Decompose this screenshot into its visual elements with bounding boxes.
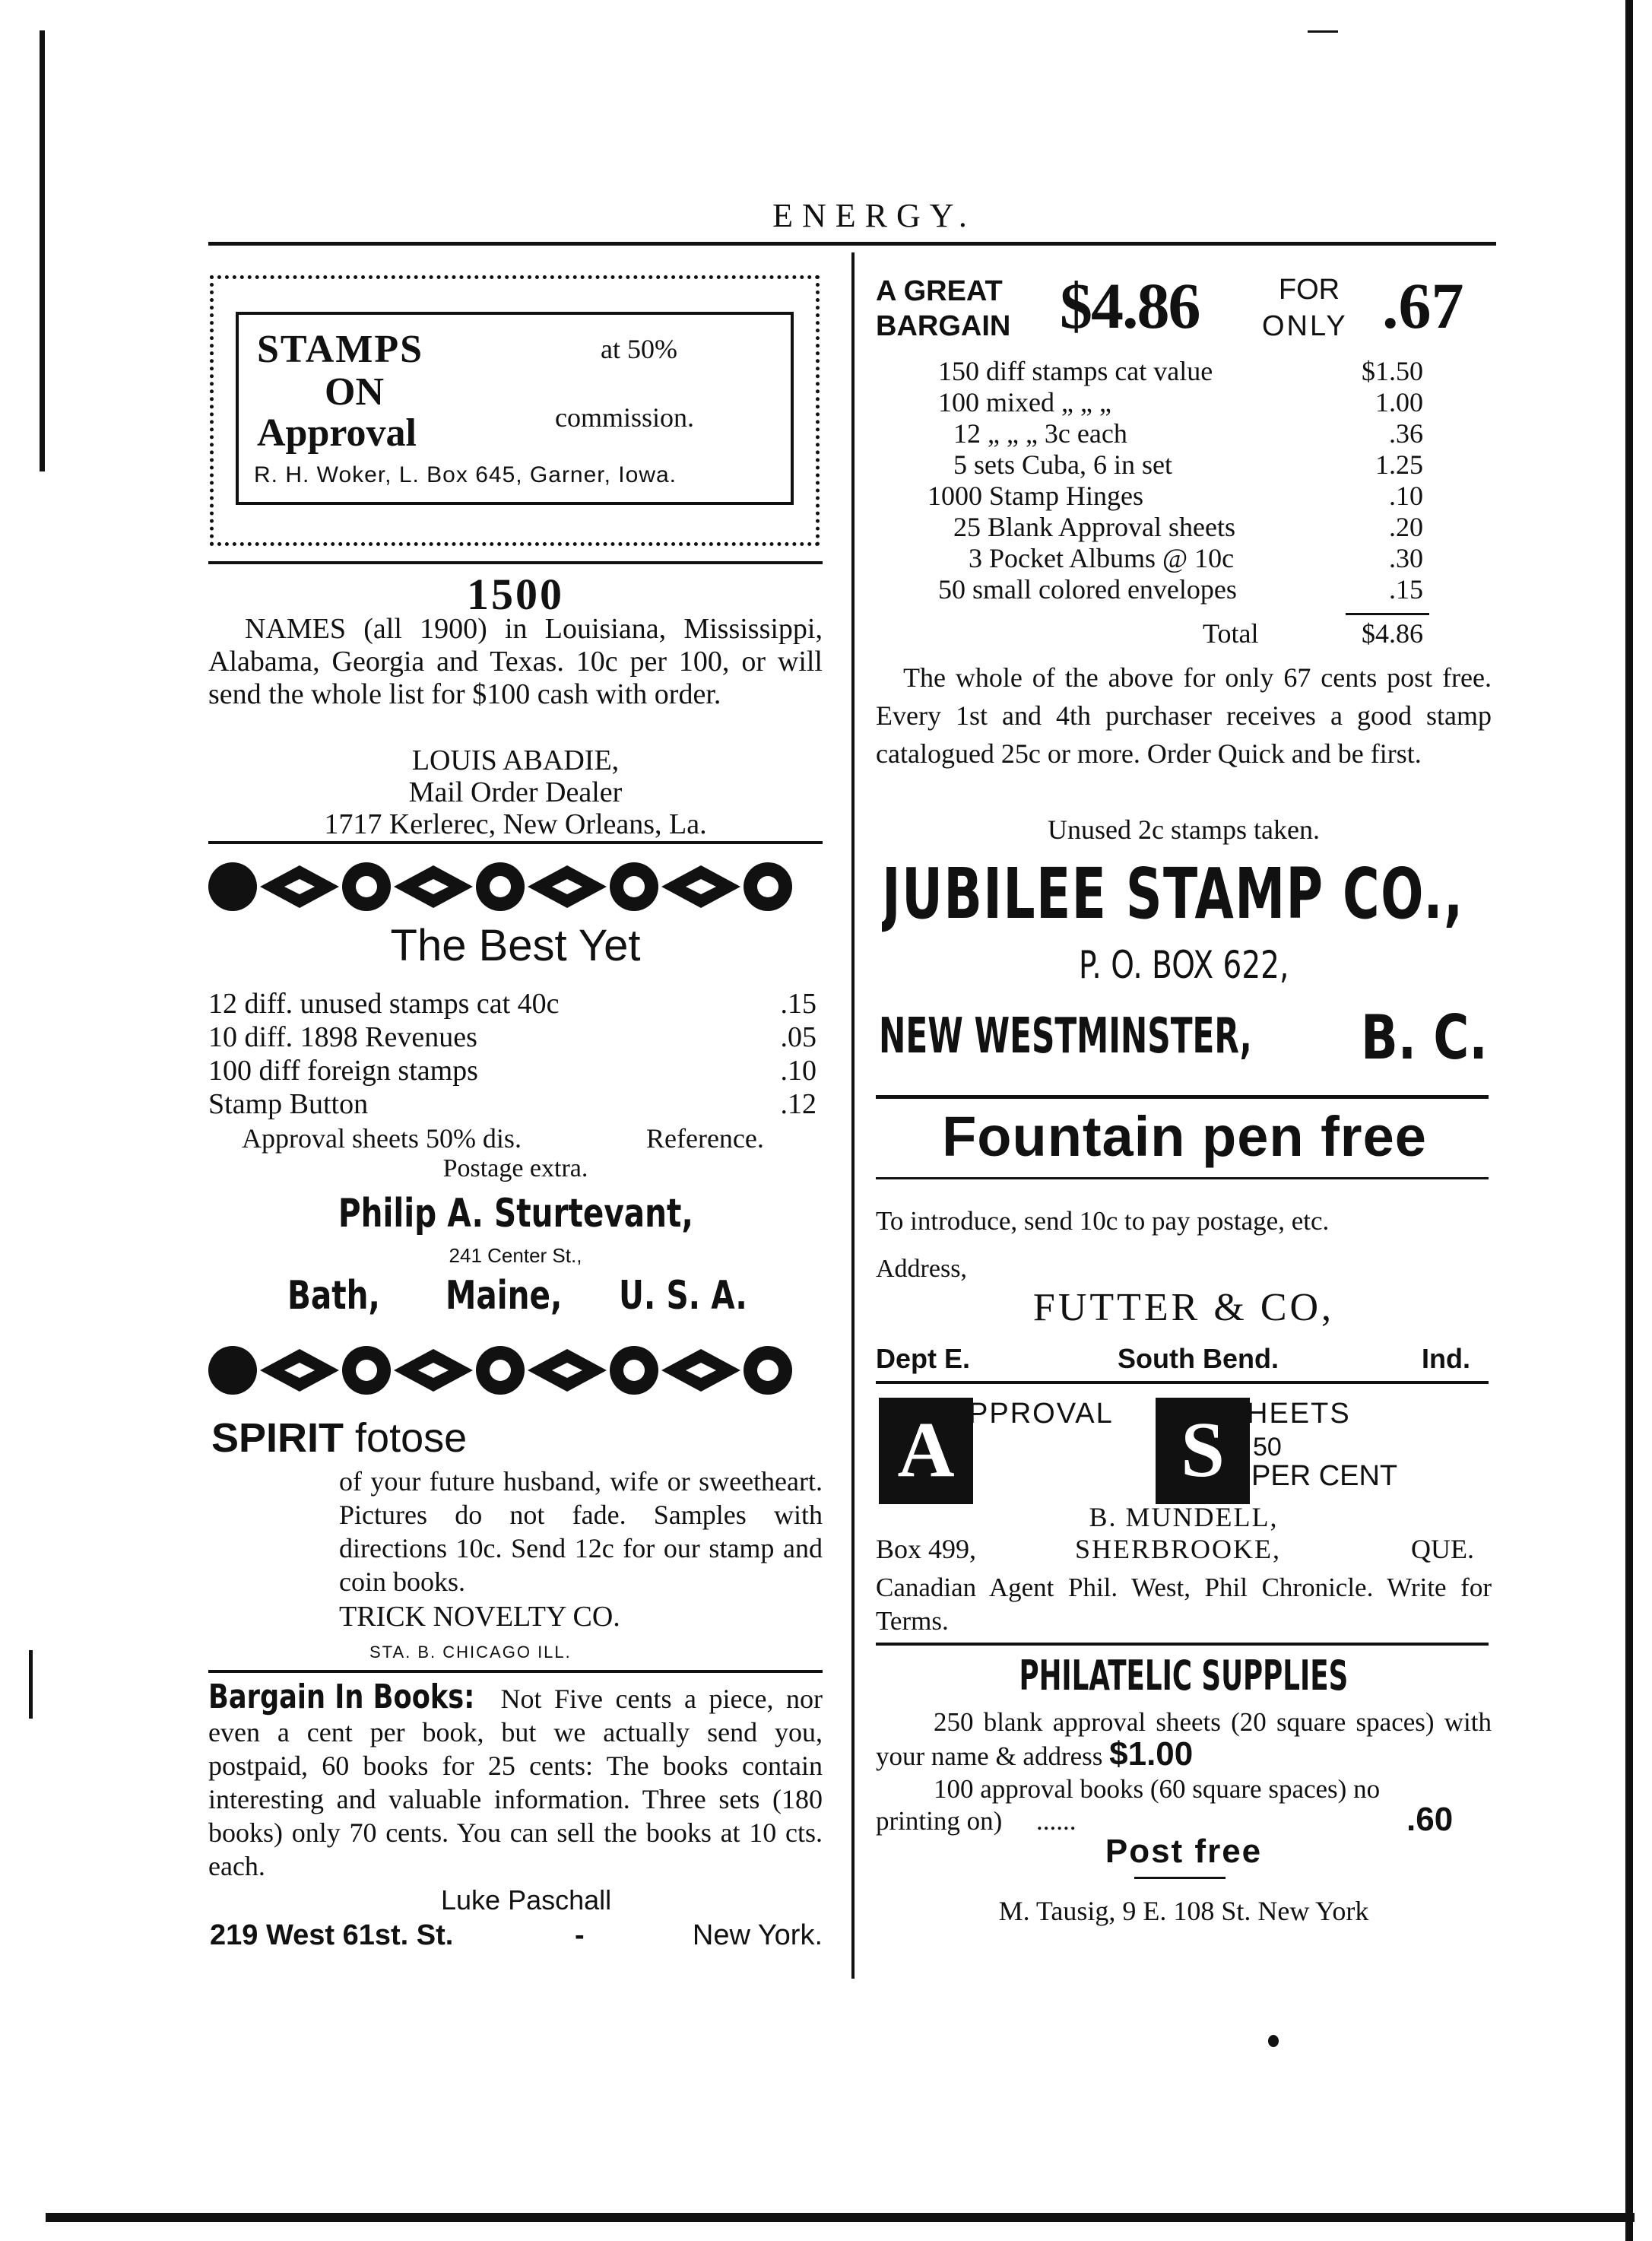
initial-a-box [879, 1398, 973, 1504]
names-headline: 1500 [467, 570, 564, 619]
mundell-box: Box 499, [876, 1534, 977, 1564]
ornament-row-bottom [205, 1340, 829, 1401]
ink-tick [1308, 30, 1338, 33]
right-margin-rule [1625, 0, 1633, 2241]
best-yet-street: 241 Center St., [449, 1244, 582, 1267]
initial-s: S [1181, 1406, 1225, 1493]
on-headline: ON [325, 370, 384, 414]
mundell-province: QUE. [1411, 1534, 1474, 1564]
supplies-price1: $1.00 [1109, 1735, 1194, 1773]
fountain-headline: Fountain pen free [942, 1105, 1427, 1168]
names-dealer-name: LOUIS ABADIE, [411, 744, 620, 776]
ink-dot [1268, 2035, 1279, 2047]
list-item: 12 diff. unused stamps cat 40c .15 [208, 988, 816, 1020]
supplies-line1: 250 blank approval sheets (20 square spaces) with your name & address $1.00 [876, 1707, 1492, 1773]
list-item: 100 mixed „ „ „ 1.00 [938, 387, 1423, 417]
commission-word: commission. [555, 402, 695, 433]
names-dealer-address: 1717 Kerlerec, New Orleans, La. [324, 808, 707, 840]
list-item: 100 diff foreign stamps .10 [208, 1055, 816, 1087]
fountain-company: FUTTER & CO, [1032, 1286, 1335, 1329]
spirit-headline: SPIRIT fotose [211, 1415, 468, 1461]
right-rule-3 [876, 1643, 1489, 1646]
fountain-city: South Bend. [1118, 1343, 1279, 1374]
bargain-value: $4.86 [1060, 269, 1200, 342]
approval-headline: Approval [257, 411, 417, 455]
best-yet-dealer-name [208, 1191, 823, 1241]
spirit-station: STA. B. CHICAGO ILL. [369, 1643, 572, 1662]
fountain-address-label: Address, [876, 1255, 967, 1283]
fountain-intro: To introduce, send 10c to pay postage, etc. [876, 1206, 1330, 1236]
bargain-label: BARGAIN [876, 310, 1011, 342]
jubilee-box: P. O. BOX 622, [1078, 943, 1289, 987]
list-item: 5 sets Cuba, 6 in set 1.25 [953, 449, 1423, 480]
fountain-dept: Dept E. [876, 1343, 971, 1374]
mundell-name: B. MUNDELL, [1089, 1502, 1279, 1532]
list-item: 12 „ „ „ 3c each .36 [953, 418, 1423, 449]
left-margin-rule [40, 30, 45, 471]
spirit-company: TRICK NOVELTY CO. [339, 1601, 620, 1633]
only-label: ONLY [1262, 310, 1348, 342]
bargain-unused: Unused 2c stamps taken. [1048, 814, 1320, 845]
ornament-row-top [205, 856, 829, 917]
spirit-body: of your future husband, wife or sweetheart. Pictures do not fade. Samples with directions 10c. Send 12c for our stamp and coin books. [339, 1466, 823, 1597]
supplies-headline: PHILATELIC SUPPLIES [1019, 1652, 1349, 1700]
mundell-city: SHERBROOKE, [1075, 1534, 1282, 1564]
right-rule-1 [876, 1095, 1489, 1099]
best-yet-reference: Reference. [646, 1123, 764, 1154]
supplies-headline-wrap [876, 1652, 1492, 1705]
list-item: 3 Pocket Albums @ 10c .30 [969, 543, 1423, 573]
books-city: New York. [692, 1919, 823, 1951]
bargain-price: .67 [1382, 269, 1464, 342]
list-item: 50 small colored envelopes .15 [938, 574, 1423, 605]
page-title: ENERGY. [772, 197, 976, 234]
woker-address: R. H. Woker, L. Box 645, Garner, Iowa. [254, 462, 677, 487]
best-yet-postage: Postage extra. [442, 1154, 588, 1182]
jubilee-province: B. C. [1361, 1002, 1488, 1073]
names-body: NAMES (all 1900) in Louisiana, Mississippi, Alabama, Georgia and Texas. 10c per 100, or will send the whole list for $100 cash with order. [208, 613, 823, 710]
commission-rate: at 50% [601, 334, 677, 364]
supplies-address: M. Tausig, 9 E. 108 St. New York [998, 1896, 1369, 1926]
books-headline: Bargain In Books: [208, 1678, 475, 1716]
sheets-rest: HEETS [1247, 1398, 1351, 1430]
supplies-price2: .60 [1406, 1801, 1454, 1838]
total-label: Total [1203, 618, 1259, 649]
initial-s-box [1156, 1398, 1250, 1504]
list-item: 150 diff stamps cat value $1.50 [938, 356, 1423, 386]
jubilee-city: NEW WESTMINSTER, [879, 1008, 1252, 1065]
left-margin-rule-lower [29, 1650, 33, 1719]
right-rule-2 [876, 1381, 1489, 1384]
left-rule-2 [208, 841, 823, 844]
total-value: $4.86 [1362, 618, 1423, 649]
approval-rest: PPROVAL [969, 1398, 1114, 1430]
supplies-post: Post free [1105, 1833, 1263, 1870]
bargain-body: The whole of the above for only 67 cents post free. Every 1st and 4th purchaser receives a good stamp catalogued 25c or more. Order Quick and be first. [876, 662, 1492, 769]
list-item: 10 diff. 1898 Revenues .05 [208, 1021, 816, 1053]
supplies-line2: 100 approval books (60 square spaces) no printing on) ...... [876, 1774, 1381, 1836]
best-yet-list [208, 987, 816, 1121]
jubilee-name-wrap [882, 853, 1490, 937]
fountain-state: Ind. [1422, 1343, 1470, 1374]
bargain-list [927, 356, 1423, 605]
books-dash: - [575, 1919, 585, 1951]
dealer-name-text: Philip A. Sturtevant, [338, 1191, 693, 1236]
list-item: 25 Blank Approval sheets .20 [953, 512, 1423, 542]
for-label: FOR [1278, 274, 1340, 306]
left-rule-1 [208, 561, 823, 564]
best-yet-city: Bath, Maine, U. S. A. [287, 1273, 747, 1319]
list-item: 1000 Stamp Hinges .10 [927, 481, 1423, 511]
supplies-dots: ...... [1035, 1806, 1076, 1836]
percent-number: 50 [1253, 1433, 1282, 1462]
stamps-headline: STAMPS [257, 328, 424, 371]
books-street: 219 West 61st. St. [210, 1919, 454, 1951]
mundell-agent: Canadian Agent Phil. West, Phil Chronicle. Write for Terms. [876, 1573, 1492, 1636]
total-rule [1346, 613, 1429, 615]
names-dealer-title: Mail Order Dealer [408, 776, 623, 808]
list-item: Stamp Button .12 [208, 1088, 816, 1120]
books-body: Bargain In Books: Not Five cents a piece, nor even a cent per book, but we actually send you, postpaid, 60 books for 25 cents: The books contain interesting and valuable information. Three sets (180 books) only 70 cents. You can sell the books at 10 cts. each. [208, 1678, 823, 1881]
jubilee-name: JUBILEE STAMP CO., [882, 853, 1464, 935]
best-yet-headline: The Best Yet [390, 921, 641, 970]
supplies-rule [1134, 1877, 1226, 1879]
jubilee-box-wrap [876, 943, 1492, 996]
best-yet-approval: Approval sheets 50% dis. [242, 1123, 522, 1154]
column-divider [851, 252, 855, 1979]
left-rule-3 [208, 1670, 823, 1673]
initial-a: A [897, 1406, 955, 1493]
books-name: Luke Paschall [441, 1884, 612, 1916]
fountain-rule [876, 1177, 1489, 1179]
great-label: A GREAT [876, 275, 1003, 307]
bottom-margin-rule [46, 2213, 1635, 2222]
header-rule [208, 242, 1496, 246]
percent-label: PER CENT [1251, 1460, 1398, 1492]
